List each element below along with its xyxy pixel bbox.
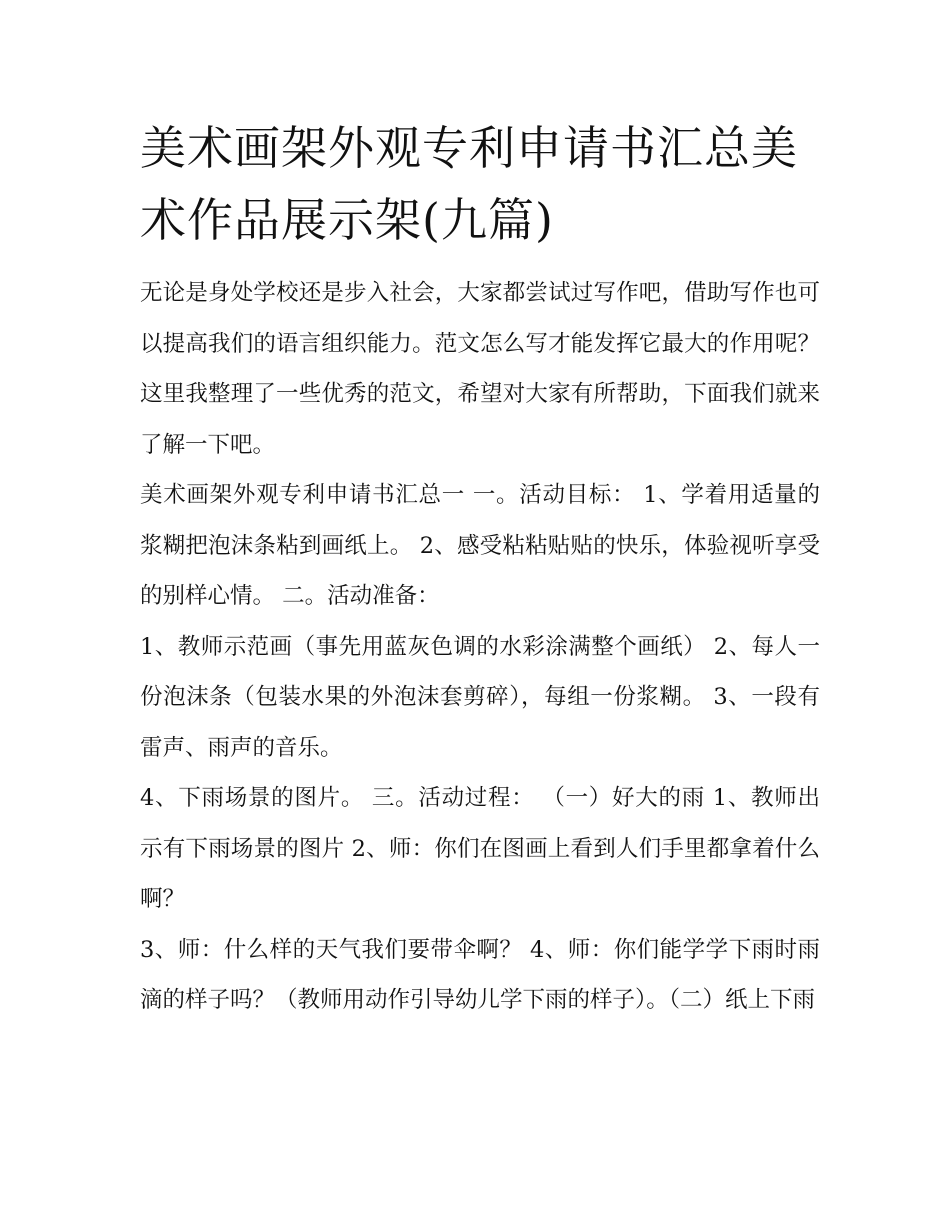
paragraph-process: 4、下雨场景的图片。 三。活动过程： （一）好大的雨 1、教师出示有下雨场景的图片 2、师：你们在图画上看到人们手里都拿着什么啊？	[140, 785, 820, 912]
paragraph-activity-goals: 美术画架外观专利申请书汇总一 一。活动目标： 1、学着用适量的浆糊把泡沫条粘到画纸上。 2、感受粘粘贴贴的快乐，体验视听享受的别样心情。 二。活动准备：	[140, 482, 820, 609]
paragraph-intro: 无论是身处学校还是步入社会，大家都尝试过写作吧，借助写作也可以提高我们的语言组织能力。范文怎么写才能发挥它最大的作用呢？这里我整理了一些优秀的范文，希望对大家有所帮助，下面我们就来了解一下吧。	[140, 280, 820, 458]
paragraph-rain: 3、师：什么样的天气我们要带伞啊？ 4、师：你们能学学下雨时雨滴的样子吗？（教师用动作引导幼儿学下雨的样子）。（二）纸上下雨	[140, 936, 820, 1013]
document-title: 美术画架外观专利申请书汇总美术作品展示架(九篇)	[140, 121, 798, 247]
document-page	[140, 112, 820, 1026]
paragraph-preparation: 1、教师示范画（事先用蓝灰色调的水彩涂满整个画纸） 2、每人一份泡沫条（包装水果的外泡沫套剪碎），每组一份浆糊。 3、一段有雷声、雨声的音乐。	[140, 633, 820, 761]
